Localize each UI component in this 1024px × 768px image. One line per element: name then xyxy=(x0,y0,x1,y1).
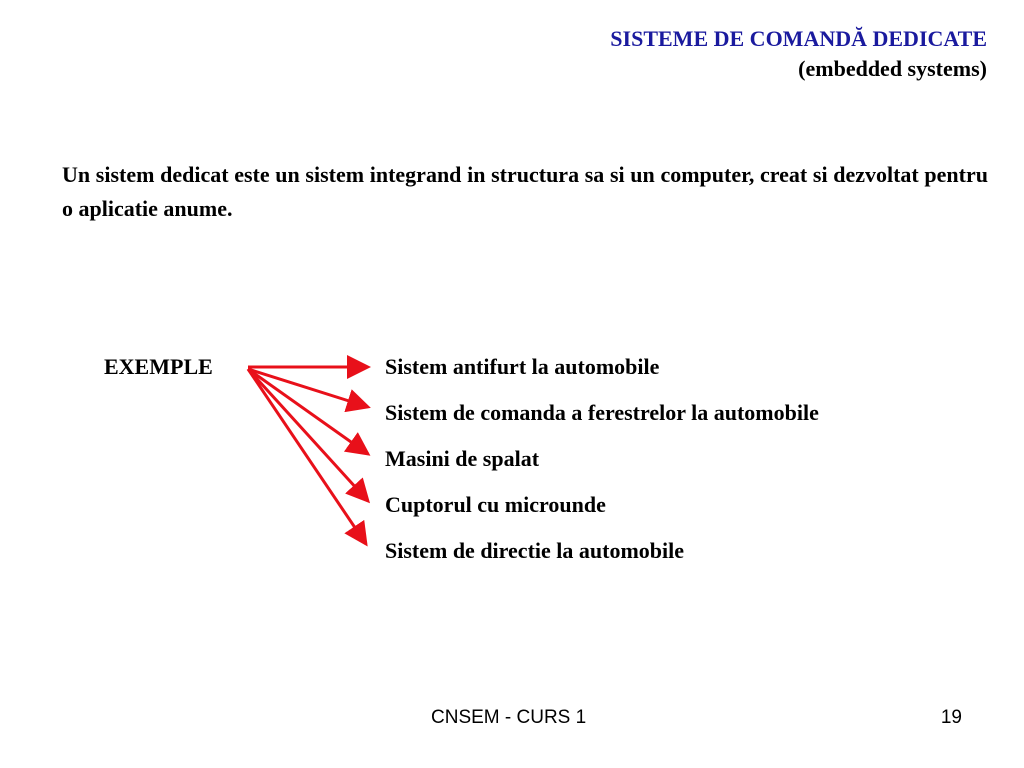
footer-page-number: 19 xyxy=(940,707,962,728)
example-item: Cuptorul cu microunde xyxy=(385,492,606,517)
arrow-5 xyxy=(248,369,366,544)
arrow-2 xyxy=(248,369,368,407)
title-block xyxy=(610,24,987,84)
slide-title: SISTEME DE COMANDĂ DEDICATE xyxy=(610,26,987,51)
slide-subtitle: (embedded systems) xyxy=(798,56,987,81)
definition-paragraph: Un sistem dedicat este un sistem integrand in structura sa si un computer, creat si dezvoltat pentru o aplicatie anume. xyxy=(62,162,988,221)
footer-course: CNSEM - CURS 1 xyxy=(431,707,587,728)
example-item: Sistem de directie la automobile xyxy=(385,538,684,563)
arrow-3 xyxy=(248,369,368,454)
example-item: Sistem antifurt la automobile xyxy=(385,354,660,379)
examples-label: EXEMPLE xyxy=(104,354,213,379)
examples-list xyxy=(385,352,819,582)
example-item: Masini de spalat xyxy=(385,446,540,471)
arrow-4 xyxy=(248,369,368,501)
example-item: Sistem de comanda a ferestrelor la automobile xyxy=(385,400,819,425)
